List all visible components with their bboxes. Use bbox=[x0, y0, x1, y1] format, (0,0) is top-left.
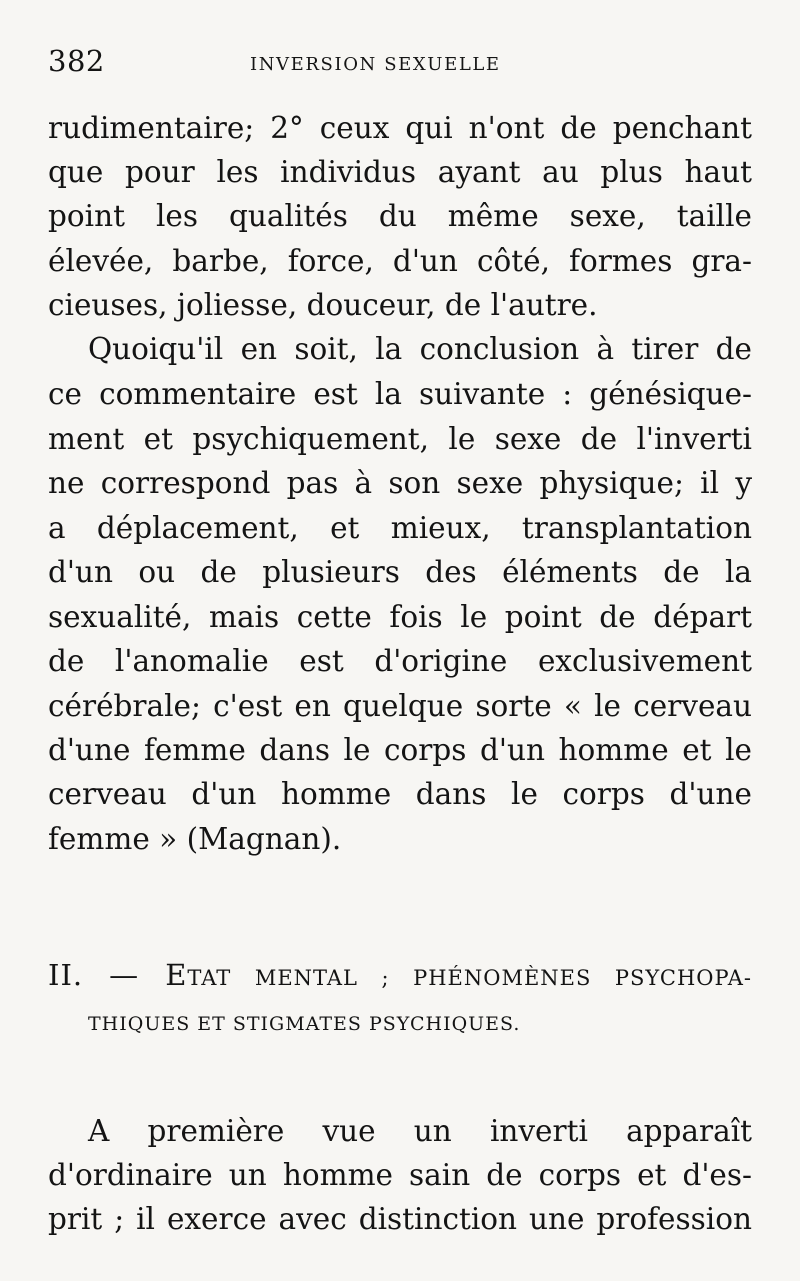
text-line: que pour les individus ayant au plus haut bbox=[48, 155, 752, 189]
text-line: ment et psychiquement, le sexe de l'inverti bbox=[48, 422, 752, 456]
text-line: d'un ou de plusieurs des éléments de la bbox=[48, 555, 752, 589]
text-line: d'ordinaire un homme sain de corps et d'es- bbox=[48, 1158, 752, 1192]
section-heading bbox=[48, 955, 752, 995]
section-heading-line-2: THIQUES ET STIGMATES PSYCHIQUES. bbox=[88, 1013, 521, 1035]
text-line: a déplacement, et mieux, transplantation bbox=[48, 511, 752, 545]
running-title: INVERSION SEXUELLE bbox=[250, 54, 501, 75]
text-line: cieuses, joliesse, douceur, de l'autre. bbox=[48, 288, 598, 322]
section-numeral: II. — E bbox=[48, 958, 188, 992]
text-line: ce commentaire est la suivante : génésique- bbox=[48, 377, 752, 411]
text-line: A première vue un inverti apparaît bbox=[88, 1114, 752, 1148]
page-number: 382 bbox=[48, 44, 105, 78]
text-line: rudimentaire; 2° ceux qui n'ont de penchant bbox=[48, 111, 752, 145]
text-line: ne correspond pas à son sexe physique; il y bbox=[48, 466, 752, 500]
section-heading-line-1: MENTAL ; PHÉNOMÈNES PSYCHOPA- bbox=[254, 966, 752, 990]
page-header bbox=[48, 44, 748, 84]
text-line: cérébrale; c'est en quelque sorte « le cerveau bbox=[48, 689, 752, 723]
text-line: femme » (Magnan). bbox=[48, 822, 342, 856]
text-line: cerveau d'un homme dans le corps d'une bbox=[48, 777, 752, 811]
text-line: élevée, barbe, force, d'un côté, formes gra- bbox=[48, 244, 752, 278]
text-line: sexualité, mais cette fois le point de départ bbox=[48, 600, 752, 634]
text-line: de l'anomalie est d'origine exclusivement bbox=[48, 644, 752, 678]
text-line: point les qualités du même sexe, taille bbox=[48, 199, 752, 233]
text-line: d'une femme dans le corps d'un homme et le bbox=[48, 733, 752, 767]
text-line: Quoiqu'il en soit, la conclusion à tirer de bbox=[88, 332, 752, 366]
text-line: prit ; il exerce avec distinction une profession bbox=[48, 1202, 752, 1236]
section-heading-word-rest: TAT bbox=[187, 966, 232, 990]
